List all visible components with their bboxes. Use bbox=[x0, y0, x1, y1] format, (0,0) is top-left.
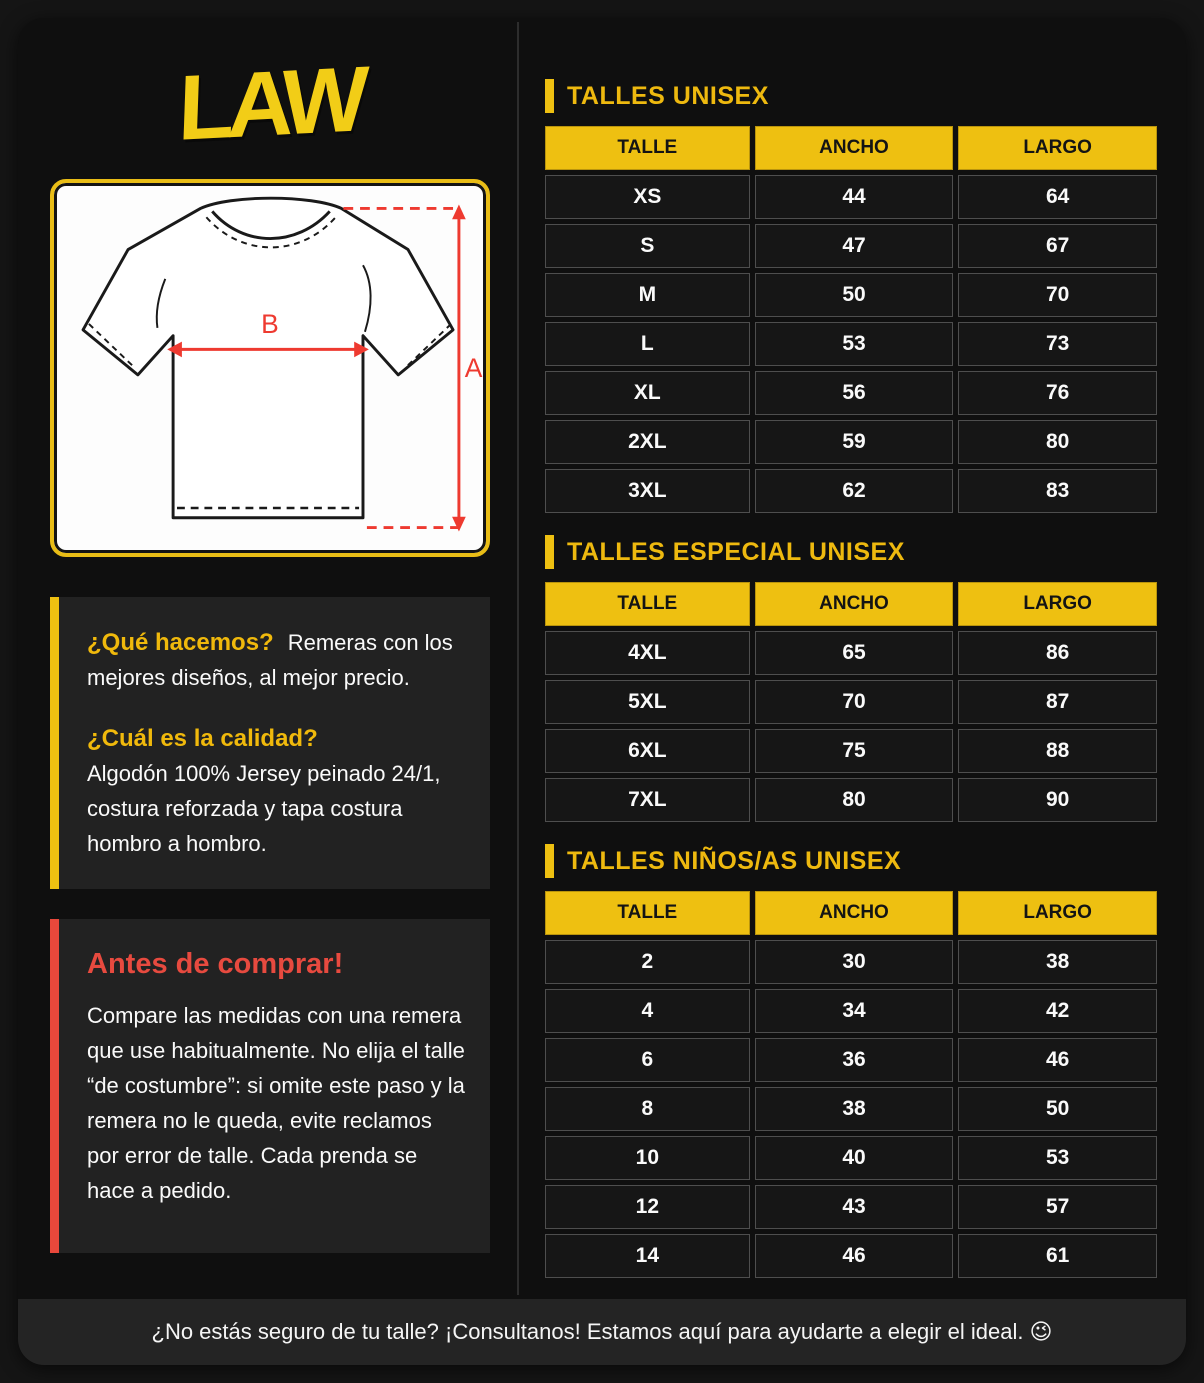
table-cell: 80 bbox=[958, 420, 1157, 464]
table-cell: 40 bbox=[755, 1136, 954, 1180]
tshirt-measurement-card bbox=[50, 179, 490, 557]
size-table-unisex bbox=[540, 121, 1162, 518]
table-cell: 65 bbox=[755, 631, 954, 675]
table-cell: 44 bbox=[755, 175, 954, 219]
tshirt-outline bbox=[83, 198, 453, 518]
table-cell: 83 bbox=[958, 469, 1157, 513]
title-accent-bar bbox=[545, 79, 554, 113]
table-cell: 46 bbox=[958, 1038, 1157, 1082]
about-q2-title: ¿Cuál es la calidad? bbox=[87, 724, 318, 752]
table-cell: 62 bbox=[755, 469, 954, 513]
section-title-especial bbox=[545, 534, 1157, 570]
table-cell: 53 bbox=[958, 1136, 1157, 1180]
section-title-text: TALLES ESPECIAL UNISEX bbox=[567, 537, 905, 566]
table-cell: 10 bbox=[545, 1136, 750, 1180]
section-title-text: TALLES NIÑOS/AS UNISEX bbox=[567, 846, 902, 875]
table-cell: M bbox=[545, 273, 750, 317]
table-row bbox=[545, 1136, 1157, 1180]
title-accent-bar bbox=[545, 844, 554, 878]
size-table-ninos bbox=[540, 886, 1162, 1283]
table-cell: 4 bbox=[545, 989, 750, 1033]
table-cell: 61 bbox=[958, 1234, 1157, 1278]
table-cell: 42 bbox=[958, 989, 1157, 1033]
table-header-cell: TALLE bbox=[545, 126, 750, 170]
table-cell: 14 bbox=[545, 1234, 750, 1278]
table-cell: S bbox=[545, 224, 750, 268]
table-header-cell: ANCHO bbox=[755, 891, 954, 935]
table-cell: 2XL bbox=[545, 420, 750, 464]
table-header-row bbox=[545, 126, 1157, 170]
table-cell: 2 bbox=[545, 940, 750, 984]
table-row bbox=[545, 273, 1157, 317]
table-header-cell: LARGO bbox=[958, 891, 1157, 935]
table-row bbox=[545, 680, 1157, 724]
about-q1-title: ¿Qué hacemos? bbox=[87, 628, 274, 656]
main-panel bbox=[18, 18, 1186, 1365]
table-row bbox=[545, 631, 1157, 675]
table-cell: XS bbox=[545, 175, 750, 219]
table-row bbox=[545, 420, 1157, 464]
column-divider bbox=[517, 22, 519, 1295]
table-row bbox=[545, 175, 1157, 219]
tshirt-diagram bbox=[54, 183, 486, 553]
table-header-cell: ANCHO bbox=[755, 126, 954, 170]
table-cell: 87 bbox=[958, 680, 1157, 724]
table-header-cell: LARGO bbox=[958, 126, 1157, 170]
table-row bbox=[545, 729, 1157, 773]
table-cell: 88 bbox=[958, 729, 1157, 773]
a-arrow-top bbox=[452, 204, 466, 219]
warning-text: Compare las medidas con una remera que use habitualmente. No elija el talle “de costumbre”: si omite este paso y la remera no le queda, evite reclamos por error de talle. Cada prenda se hace a pedido. bbox=[87, 1002, 465, 1203]
table-cell: 3XL bbox=[545, 469, 750, 513]
table-cell: 12 bbox=[545, 1185, 750, 1229]
b-label: B bbox=[261, 308, 279, 339]
table-cell: 38 bbox=[755, 1087, 954, 1131]
table-row bbox=[545, 469, 1157, 513]
warning-card bbox=[50, 919, 490, 1253]
table-row bbox=[545, 371, 1157, 415]
brand-logo: LAW bbox=[176, 48, 364, 160]
table-cell: 53 bbox=[755, 322, 954, 366]
table-cell: 50 bbox=[958, 1087, 1157, 1131]
section-title-text: TALLES UNISEX bbox=[567, 81, 769, 110]
table-cell: 30 bbox=[755, 940, 954, 984]
warning-title: Antes de comprar! bbox=[87, 947, 344, 980]
table-cell: 38 bbox=[958, 940, 1157, 984]
table-row bbox=[545, 1038, 1157, 1082]
table-cell: 4XL bbox=[545, 631, 750, 675]
table-cell: XL bbox=[545, 371, 750, 415]
table-header-row bbox=[545, 891, 1157, 935]
table-header-cell: TALLE bbox=[545, 891, 750, 935]
table-cell: 80 bbox=[755, 778, 954, 822]
table-row bbox=[545, 224, 1157, 268]
table-cell: 46 bbox=[755, 1234, 954, 1278]
table-header-cell: TALLE bbox=[545, 582, 750, 626]
table-row bbox=[545, 940, 1157, 984]
about-paragraph-1 bbox=[87, 625, 466, 695]
table-row bbox=[545, 1087, 1157, 1131]
table-cell: 56 bbox=[755, 371, 954, 415]
table-cell: 50 bbox=[755, 273, 954, 317]
a-arrow-bottom bbox=[452, 516, 466, 531]
footer-bar bbox=[18, 1299, 1186, 1365]
table-row bbox=[545, 989, 1157, 1033]
table-cell: 8 bbox=[545, 1087, 750, 1131]
footer-text: ¿No estás seguro de tu talle? ¡Consultanos! Estamos aquí para ayudarte a elegir el ideal. 😉 bbox=[151, 1319, 1053, 1344]
right-column bbox=[545, 78, 1157, 1299]
table-cell: 43 bbox=[755, 1185, 954, 1229]
table-cell: 36 bbox=[755, 1038, 954, 1082]
table-cell: 7XL bbox=[545, 778, 750, 822]
table-row bbox=[545, 778, 1157, 822]
table-cell: 34 bbox=[755, 989, 954, 1033]
table-row bbox=[545, 1185, 1157, 1229]
table-row bbox=[545, 1234, 1157, 1278]
table-cell: 86 bbox=[958, 631, 1157, 675]
table-cell: 57 bbox=[958, 1185, 1157, 1229]
table-cell: 73 bbox=[958, 322, 1157, 366]
table-cell: 64 bbox=[958, 175, 1157, 219]
table-cell: 67 bbox=[958, 224, 1157, 268]
table-cell: 59 bbox=[755, 420, 954, 464]
table-cell: 5XL bbox=[545, 680, 750, 724]
size-table-especial bbox=[540, 577, 1162, 827]
table-cell: 47 bbox=[755, 224, 954, 268]
a-label: A bbox=[464, 352, 483, 383]
section-title-unisex bbox=[545, 78, 1157, 114]
about-q1-text: Remeras con los mejores diseños, al mejor precio. bbox=[87, 629, 453, 690]
table-header-cell: ANCHO bbox=[755, 582, 954, 626]
section-title-ninos bbox=[545, 843, 1157, 879]
about-q2-text: Algodón 100% Jersey peinado 24/1, costura reforzada y tapa costura hombro a hombro. bbox=[87, 760, 441, 856]
table-cell: 6 bbox=[545, 1038, 750, 1082]
table-header-row bbox=[545, 582, 1157, 626]
table-cell: 90 bbox=[958, 778, 1157, 822]
table-cell: 76 bbox=[958, 371, 1157, 415]
table-cell: 70 bbox=[958, 273, 1157, 317]
table-cell: 75 bbox=[755, 729, 954, 773]
table-cell: 6XL bbox=[545, 729, 750, 773]
left-column bbox=[50, 18, 490, 1253]
table-cell: L bbox=[545, 322, 750, 366]
table-row bbox=[545, 322, 1157, 366]
about-card bbox=[50, 597, 490, 889]
table-cell: 70 bbox=[755, 680, 954, 724]
title-accent-bar bbox=[545, 535, 554, 569]
table-header-cell: LARGO bbox=[958, 582, 1157, 626]
